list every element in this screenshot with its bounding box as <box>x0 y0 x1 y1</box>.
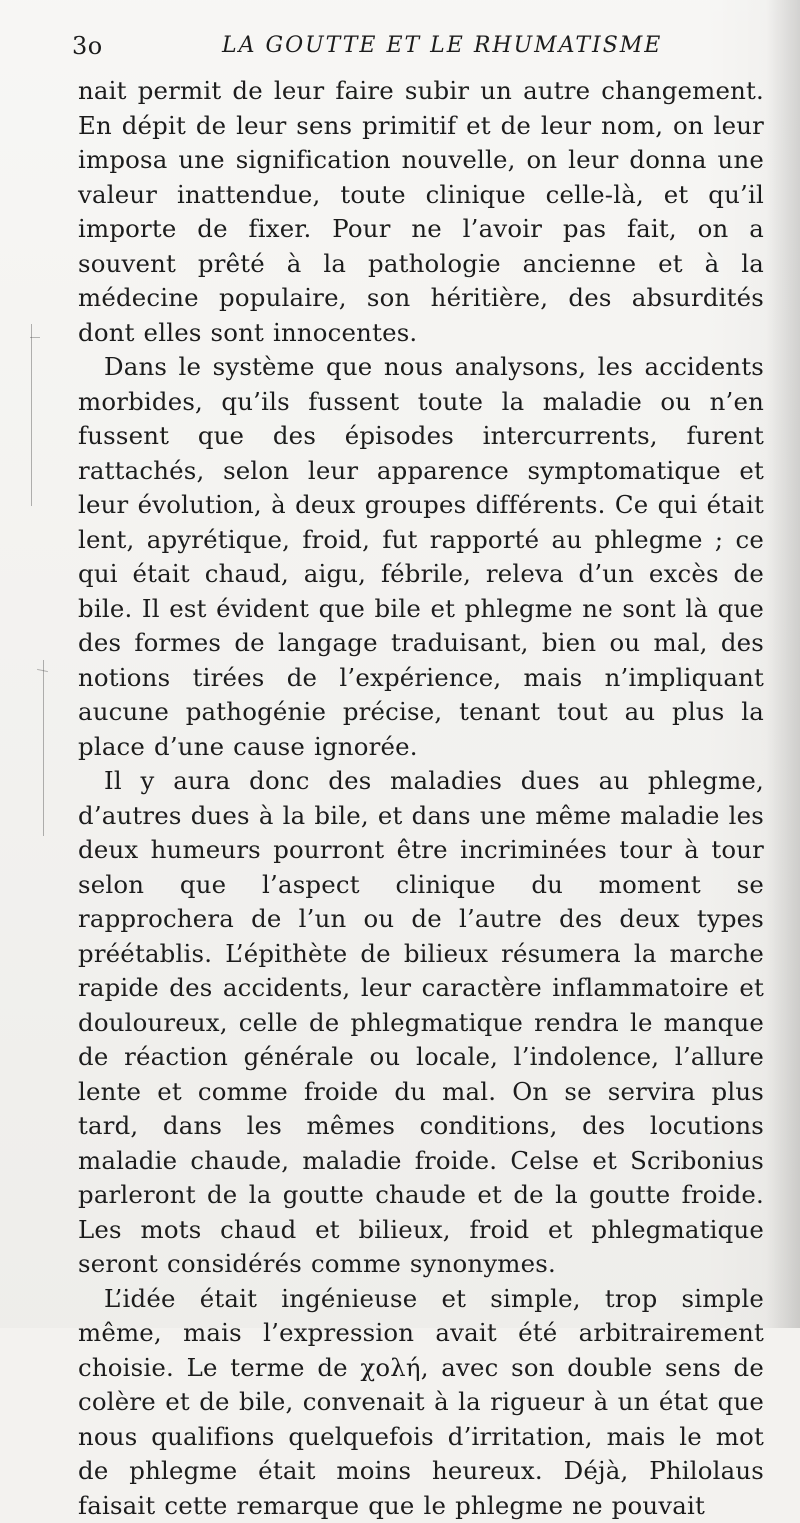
running-title: LA GOUTTE ET LE RHUMATISME <box>222 26 662 66</box>
margin-pencil-tick <box>30 337 40 338</box>
page-header <box>72 26 760 66</box>
margin-pencil-mark <box>43 660 44 836</box>
margin-pencil-mark <box>31 324 32 506</box>
paragraph-1: nait permit de leur faire subir un autre changement. En dépit de leur sens primitif et de leur nom, on leur imposa une signification nouvelle, on leur donna une valeur inattendue, toute clinique celle-là, et qu’il importe de fixer. Pour ne l’avoir pas fait, on a souvent prêté à la pathologie ancienne et à la médecine populaire, son héritière, des absurdités dont elles sont innocentes. <box>78 74 764 350</box>
page-edge-shadow <box>766 0 800 1328</box>
paragraph-3: Il y aura donc des maladies dues au phlegme, d’autres dues à la bile, et dans une même maladie les deux humeurs pourront être incriminées tour à tour selon que l’aspect clinique du moment se rapprochera de l’un ou de l’autre des deux types préétablis. L’épithète de bilieux résumera la marche rapide des accidents, leur caractère inflammatoire et douloureux, celle de phlegmatique rendra le manque de réaction générale ou locale, l’indolence, l’allure lente et comme froide du mal. On se servira plus tard, dans les mêmes conditions, des locutions maladie chaude, maladie froide. Celse et Scribonius parleront de la goutte chaude et de la goutte froide. Les mots chaud et bilieux, froid et phlegmatique seront considérés comme synonymes. <box>78 764 764 1282</box>
main-text-block <box>78 74 764 1523</box>
paragraph-2: Dans le système que nous analysons, les accidents morbides, qu’ils fussent toute la maladie ou n’en fussent que des épisodes intercurrents, furent rattachés, selon leur apparence symptomatique et leur évolution, à deux groupes différents. Ce qui était lent, apyrétique, froid, fut rapporté au phlegme ; ce qui était chaud, aigu, fébrile, releva d’un excès de bile. Il est évident que bile et phlegme ne sont là que des formes de langage traduisant, bien ou mal, des notions tirées de l’expérience, mais n’impliquant aucune pathogénie précise, tenant tout au plus la place d’une cause ignorée. <box>78 350 764 764</box>
paragraph-4: L’idée était ingénieuse et simple, trop simple même, mais l’expression avait été arbitrairement choisie. Le terme de χολή, avec son double sens de colère et de bile, convenait à la rigueur à un état que nous qualifions quelquefois d’irritation, mais le mot de phlegme était moins heureux. Déjà, Philolaus faisait cette remarque que le phlegme ne pouvait <box>78 1282 764 1523</box>
page-number: 3o <box>72 26 103 66</box>
